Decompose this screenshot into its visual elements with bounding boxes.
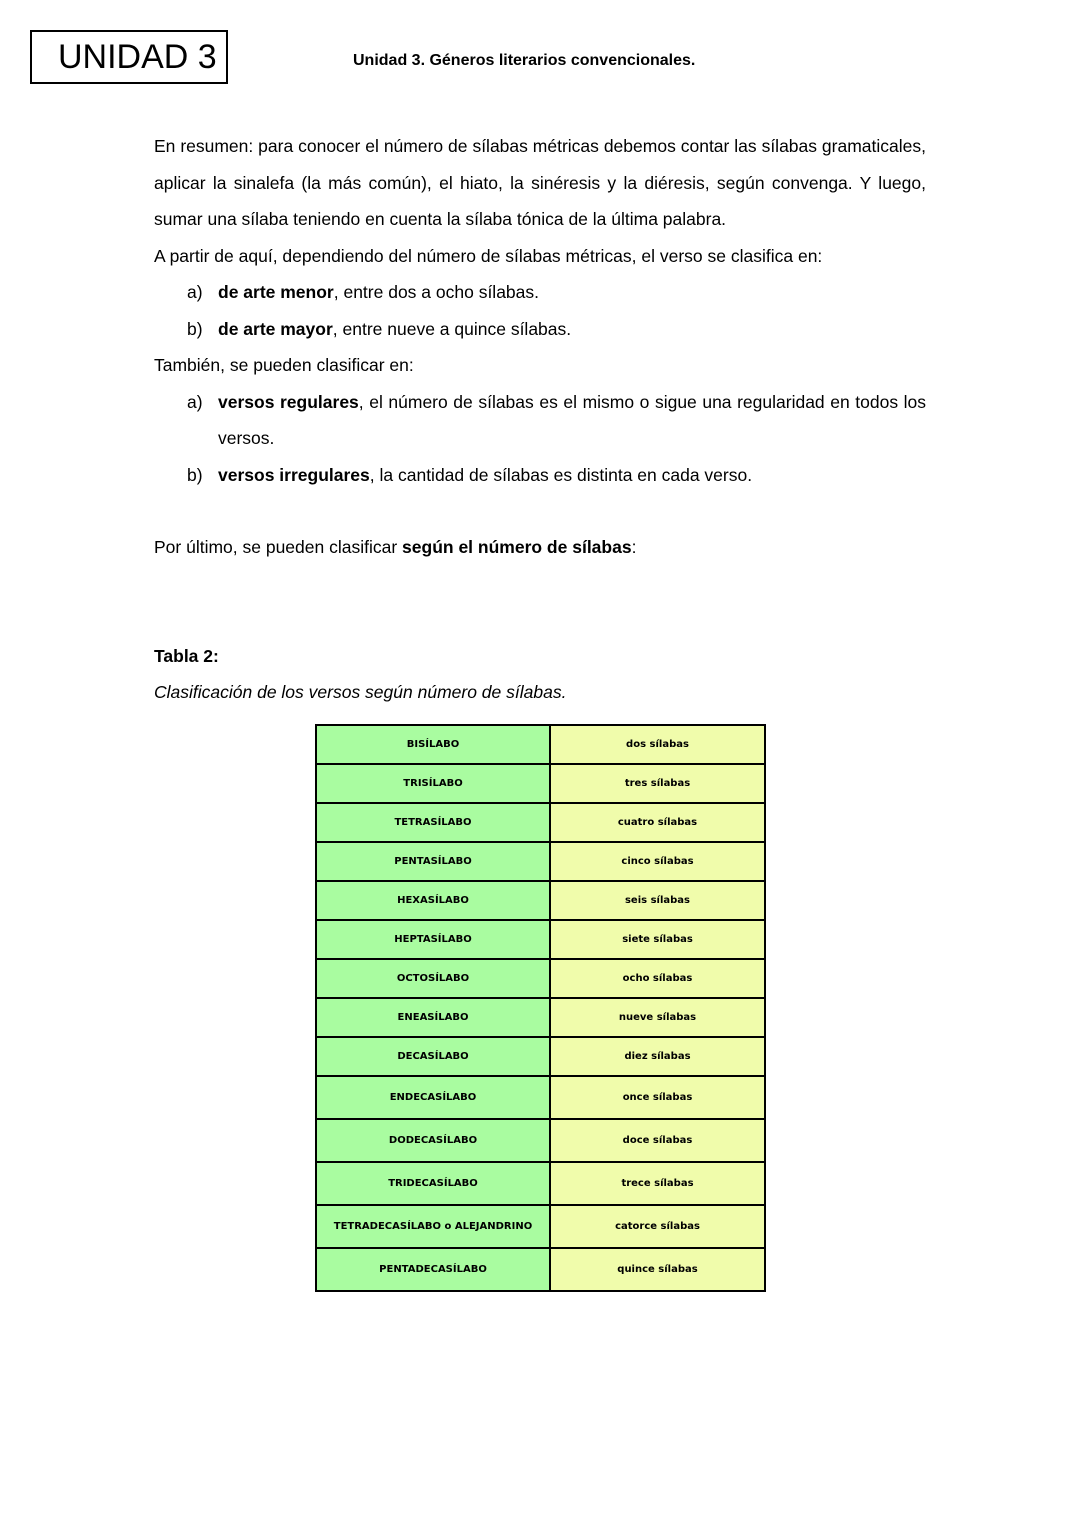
list-marker: a): [187, 391, 203, 412]
syllable-count-cell: siete sílabas: [550, 920, 765, 959]
table-row: [316, 959, 765, 998]
syllable-count-cell: seis sílabas: [550, 881, 765, 920]
list-marker: a): [187, 282, 203, 302]
list-marker: b): [187, 318, 203, 339]
table-row: [316, 1162, 765, 1205]
verse-name-cell: DECASÍLABO: [316, 1037, 550, 1076]
list-item-versos-regulares: [187, 384, 926, 457]
summary-paragraph: En resumen: para conocer el número de sílabas métricas debemos contar las sílabas gramaticales, aplicar la sinalefa (la más común), el hiato, la sinéresis y la diéresis, según convenga. Y luego, sumar una sílaba teniendo en cuenta la sílaba tónica de la última palabra.: [154, 136, 926, 229]
table-row: [316, 998, 765, 1037]
table-row: [316, 1037, 765, 1076]
syllable-count-cell: quince sílabas: [550, 1248, 765, 1291]
verse-name-cell: TRISÍLABO: [316, 764, 550, 803]
syllable-count-cell: diez sílabas: [550, 1037, 765, 1076]
syllable-count-cell: cuatro sílabas: [550, 803, 765, 842]
verse-name-cell: DODECASÍLABO: [316, 1119, 550, 1162]
syllable-classification-term: según el número de sílabas: [402, 537, 632, 557]
syllable-classification-intro: Por último, se pueden clasificar según el número de sílabas:: [154, 537, 637, 557]
table-row: [316, 725, 765, 764]
term-versos-regulares: versos regulares: [218, 391, 359, 412]
table-row: [316, 920, 765, 959]
syllable-count-cell: catorce sílabas: [550, 1205, 765, 1248]
syllable-count-cell: dos sílabas: [550, 725, 765, 764]
table-caption: Clasificación de los versos según número de sílabas.: [154, 682, 567, 702]
table-row: [316, 842, 765, 881]
verse-name-cell: TETRASÍLABO: [316, 803, 550, 842]
unit-label-box: [30, 30, 228, 84]
verse-name-cell: TETRADECASÍLABO o ALEJANDRINO: [316, 1205, 550, 1248]
verse-name-cell: ENEASÍLABO: [316, 998, 550, 1037]
desc-versos-regulares: , el número de sílabas es el mismo o sigue una regularidad en todos los versos.: [218, 391, 926, 448]
table-row: [316, 1248, 765, 1291]
verse-classification-table: [315, 724, 766, 1292]
classification-intro-2: También, se pueden clasificar en:: [154, 355, 414, 375]
list-item-arte-menor: [187, 274, 926, 311]
verse-name-cell: PENTASÍLABO: [316, 842, 550, 881]
list-marker: b): [187, 464, 203, 485]
syllable-count-cell: tres sílabas: [550, 764, 765, 803]
term-arte-mayor: de arte mayor: [218, 318, 333, 339]
list-item-versos-irregulares: [187, 457, 926, 494]
desc-versos-irregulares: , la cantidad de sílabas es distinta en cada verso.: [369, 464, 753, 485]
page-header-title: Unidad 3. Géneros literarios convencionales.: [353, 52, 696, 69]
list-item-arte-mayor: [187, 311, 926, 348]
table-row: [316, 764, 765, 803]
verse-name-cell: OCTOSÍLABO: [316, 959, 550, 998]
syllable-count-cell: doce sílabas: [550, 1119, 765, 1162]
main-content: [154, 128, 926, 711]
table-row: [316, 1119, 765, 1162]
syllable-count-cell: ocho sílabas: [550, 959, 765, 998]
verse-name-cell: TRIDECASÍLABO: [316, 1162, 550, 1205]
verse-name-cell: ENDECASÍLABO: [316, 1076, 550, 1119]
syllable-count-cell: once sílabas: [550, 1076, 765, 1119]
table-row: [316, 803, 765, 842]
verse-name-cell: PENTADECASÍLABO: [316, 1248, 550, 1291]
syllable-count-cell: cinco sílabas: [550, 842, 765, 881]
table-row: [316, 1205, 765, 1248]
syllable-count-cell: trece sílabas: [550, 1162, 765, 1205]
term-arte-menor: de arte menor: [218, 282, 334, 302]
verse-name-cell: HEPTASÍLABO: [316, 920, 550, 959]
verse-name-cell: BISÍLABO: [316, 725, 550, 764]
syllable-count-cell: nueve sílabas: [550, 998, 765, 1037]
table-label: Tabla 2:: [154, 645, 219, 666]
unit-label: UNIDAD 3: [58, 38, 217, 76]
classification-intro: A partir de aquí, dependiendo del número de sílabas métricas, el verso se clasifica en:: [154, 245, 823, 266]
desc-arte-mayor: , entre nueve a quince sílabas.: [332, 318, 572, 339]
table-row: [316, 1076, 765, 1119]
desc-arte-menor: , entre dos a ocho sílabas.: [333, 282, 540, 302]
table-row: [316, 881, 765, 920]
term-versos-irregulares: versos irregulares: [218, 464, 370, 485]
verse-name-cell: HEXASÍLABO: [316, 881, 550, 920]
